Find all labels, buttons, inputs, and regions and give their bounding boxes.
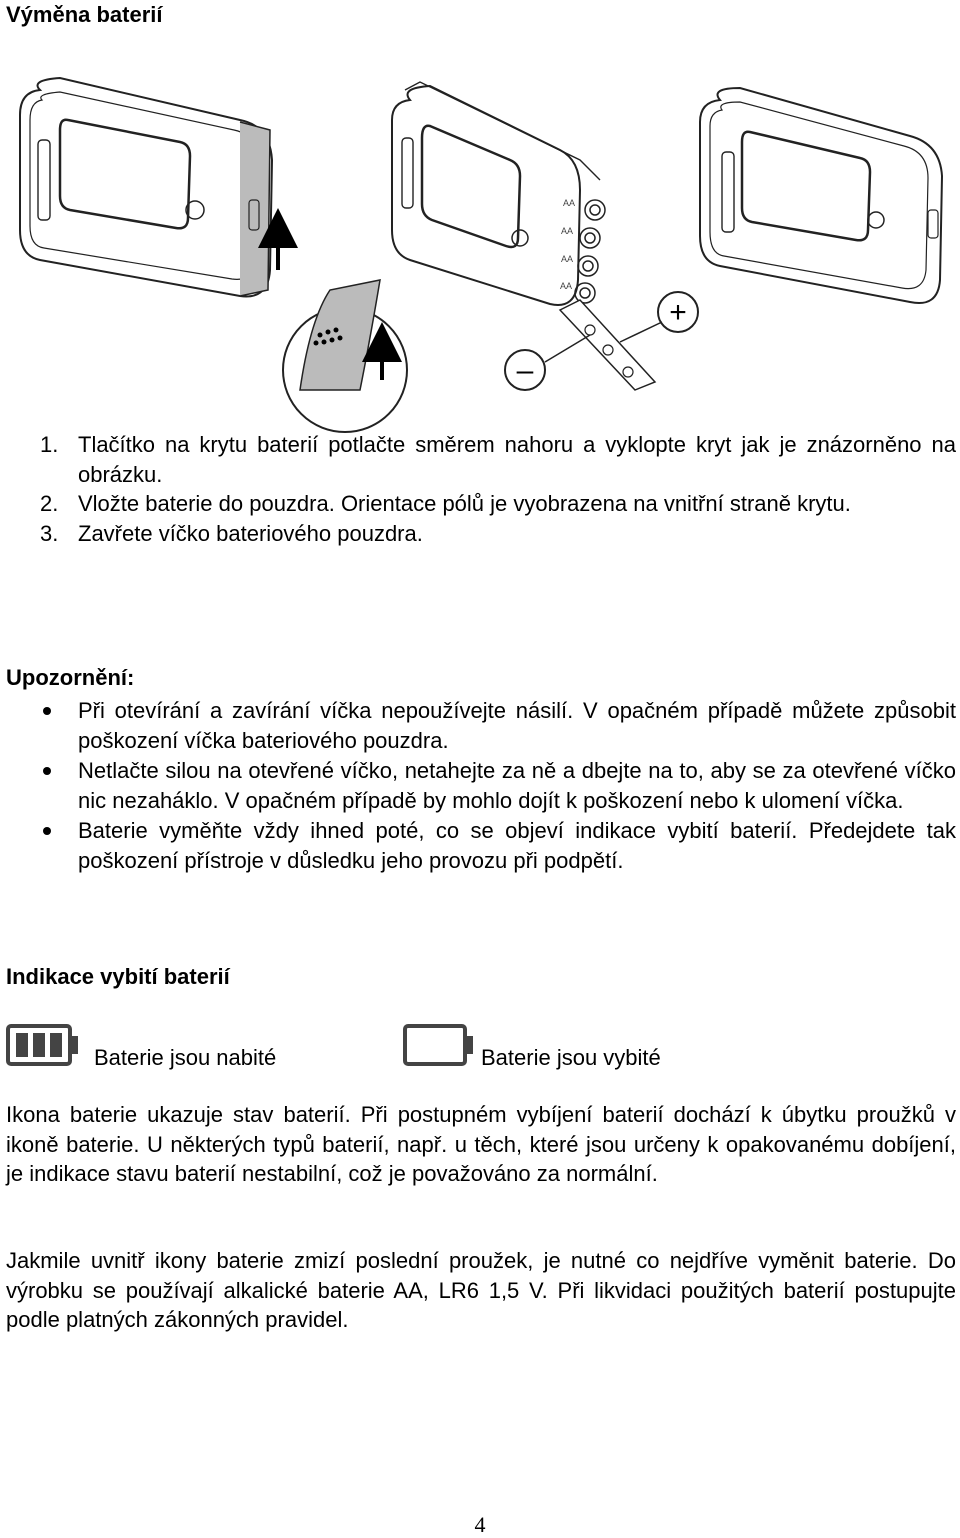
battery-empty-icon bbox=[403, 1024, 475, 1071]
battery-label-2: AA bbox=[561, 226, 574, 236]
step-text: Zavřete víčko bateriového pouzdra. bbox=[78, 520, 423, 546]
step-text: Tlačítko na krytu baterií potlačte směrem nahoru a vyklopte kryt jak je znázorněno na obrázku. bbox=[78, 432, 956, 487]
latch-detail-circle bbox=[283, 280, 407, 432]
step-number: 1. bbox=[40, 432, 59, 457]
polarity-minus-icon bbox=[505, 335, 590, 390]
warning-title: Upozornění: bbox=[6, 665, 135, 690]
warning-text: Při otevírání a zavírání víčka nepoužívejte násilí. V opačném případě můžete způsobit poškození víčka bateriového pouzdra. bbox=[78, 698, 956, 753]
battery-label-3: AA bbox=[561, 254, 574, 264]
battery-full-icon bbox=[6, 1024, 80, 1071]
device-open-middle bbox=[392, 82, 655, 390]
bullet-icon bbox=[43, 767, 51, 775]
step-item bbox=[0, 430, 956, 489]
battery-label-1: AA bbox=[563, 198, 576, 208]
warning-item bbox=[0, 816, 956, 875]
warning-item bbox=[0, 696, 956, 755]
svg-text:+: + bbox=[669, 296, 687, 329]
bullet-icon bbox=[43, 827, 51, 835]
device-closed-right bbox=[700, 88, 942, 303]
step-item bbox=[0, 519, 956, 549]
warning-list bbox=[0, 696, 956, 876]
battery-empty-label: Baterie jsou vybité bbox=[481, 1045, 661, 1070]
step-number: 2. bbox=[40, 491, 59, 516]
battery-replacement-figure bbox=[0, 60, 960, 400]
svg-text:–: – bbox=[516, 354, 534, 387]
device-closed-left bbox=[20, 78, 272, 296]
step-item bbox=[0, 489, 956, 519]
indication-title: Indikace vybití baterií bbox=[6, 964, 230, 989]
step-text: Vložte baterie do pouzdra. Orientace pólů je vyobrazena na vnitřní straně krytu. bbox=[78, 491, 851, 516]
warning-item bbox=[0, 756, 956, 815]
indication-paragraph-1: Ikona baterie ukazuje stav baterií. Při postupném vybíjení baterií dochází k úbytku proužků v ikoně baterie. U některých typů baterií, např. u těch, které jsou určeny k opakovanému dobíjení, je indikace stavu baterií nestabilní, což je považováno za normální. bbox=[6, 1102, 956, 1186]
bullet-icon bbox=[43, 707, 51, 715]
page-title: Výměna baterií bbox=[6, 2, 163, 27]
page-number: 4 bbox=[474, 1512, 486, 1537]
polarity-plus-icon bbox=[620, 292, 698, 342]
warning-text: Baterie vyměňte vždy ihned poté, co se objeví indikace vybití baterií. Předejdete tak poškození přístroje v důsledku jeho provozu při podpětí. bbox=[78, 818, 956, 873]
battery-full-label: Baterie jsou nabité bbox=[94, 1045, 277, 1070]
warning-text: Netlačte silou na otevřené víčko, netahejte za ně a dbejte na to, aby se za otevřené víčko nic nezaháklo. V opačném případě by mohlo dojít k poškození nebo k ulomení víčka. bbox=[78, 758, 956, 813]
step-number: 3. bbox=[40, 520, 59, 546]
steps-list bbox=[0, 430, 956, 548]
battery-label-4: AA bbox=[560, 281, 573, 291]
indication-paragraph-2: Jakmile uvnitř ikony baterie zmizí poslední proužek, je nutné co nejdříve vyměnit baterie. Do výrobku se používají alkalické baterie AA, LR6 1,5 V. Při likvidaci použitých baterií postupujte podle platných zákonných pravidel. bbox=[6, 1248, 956, 1332]
